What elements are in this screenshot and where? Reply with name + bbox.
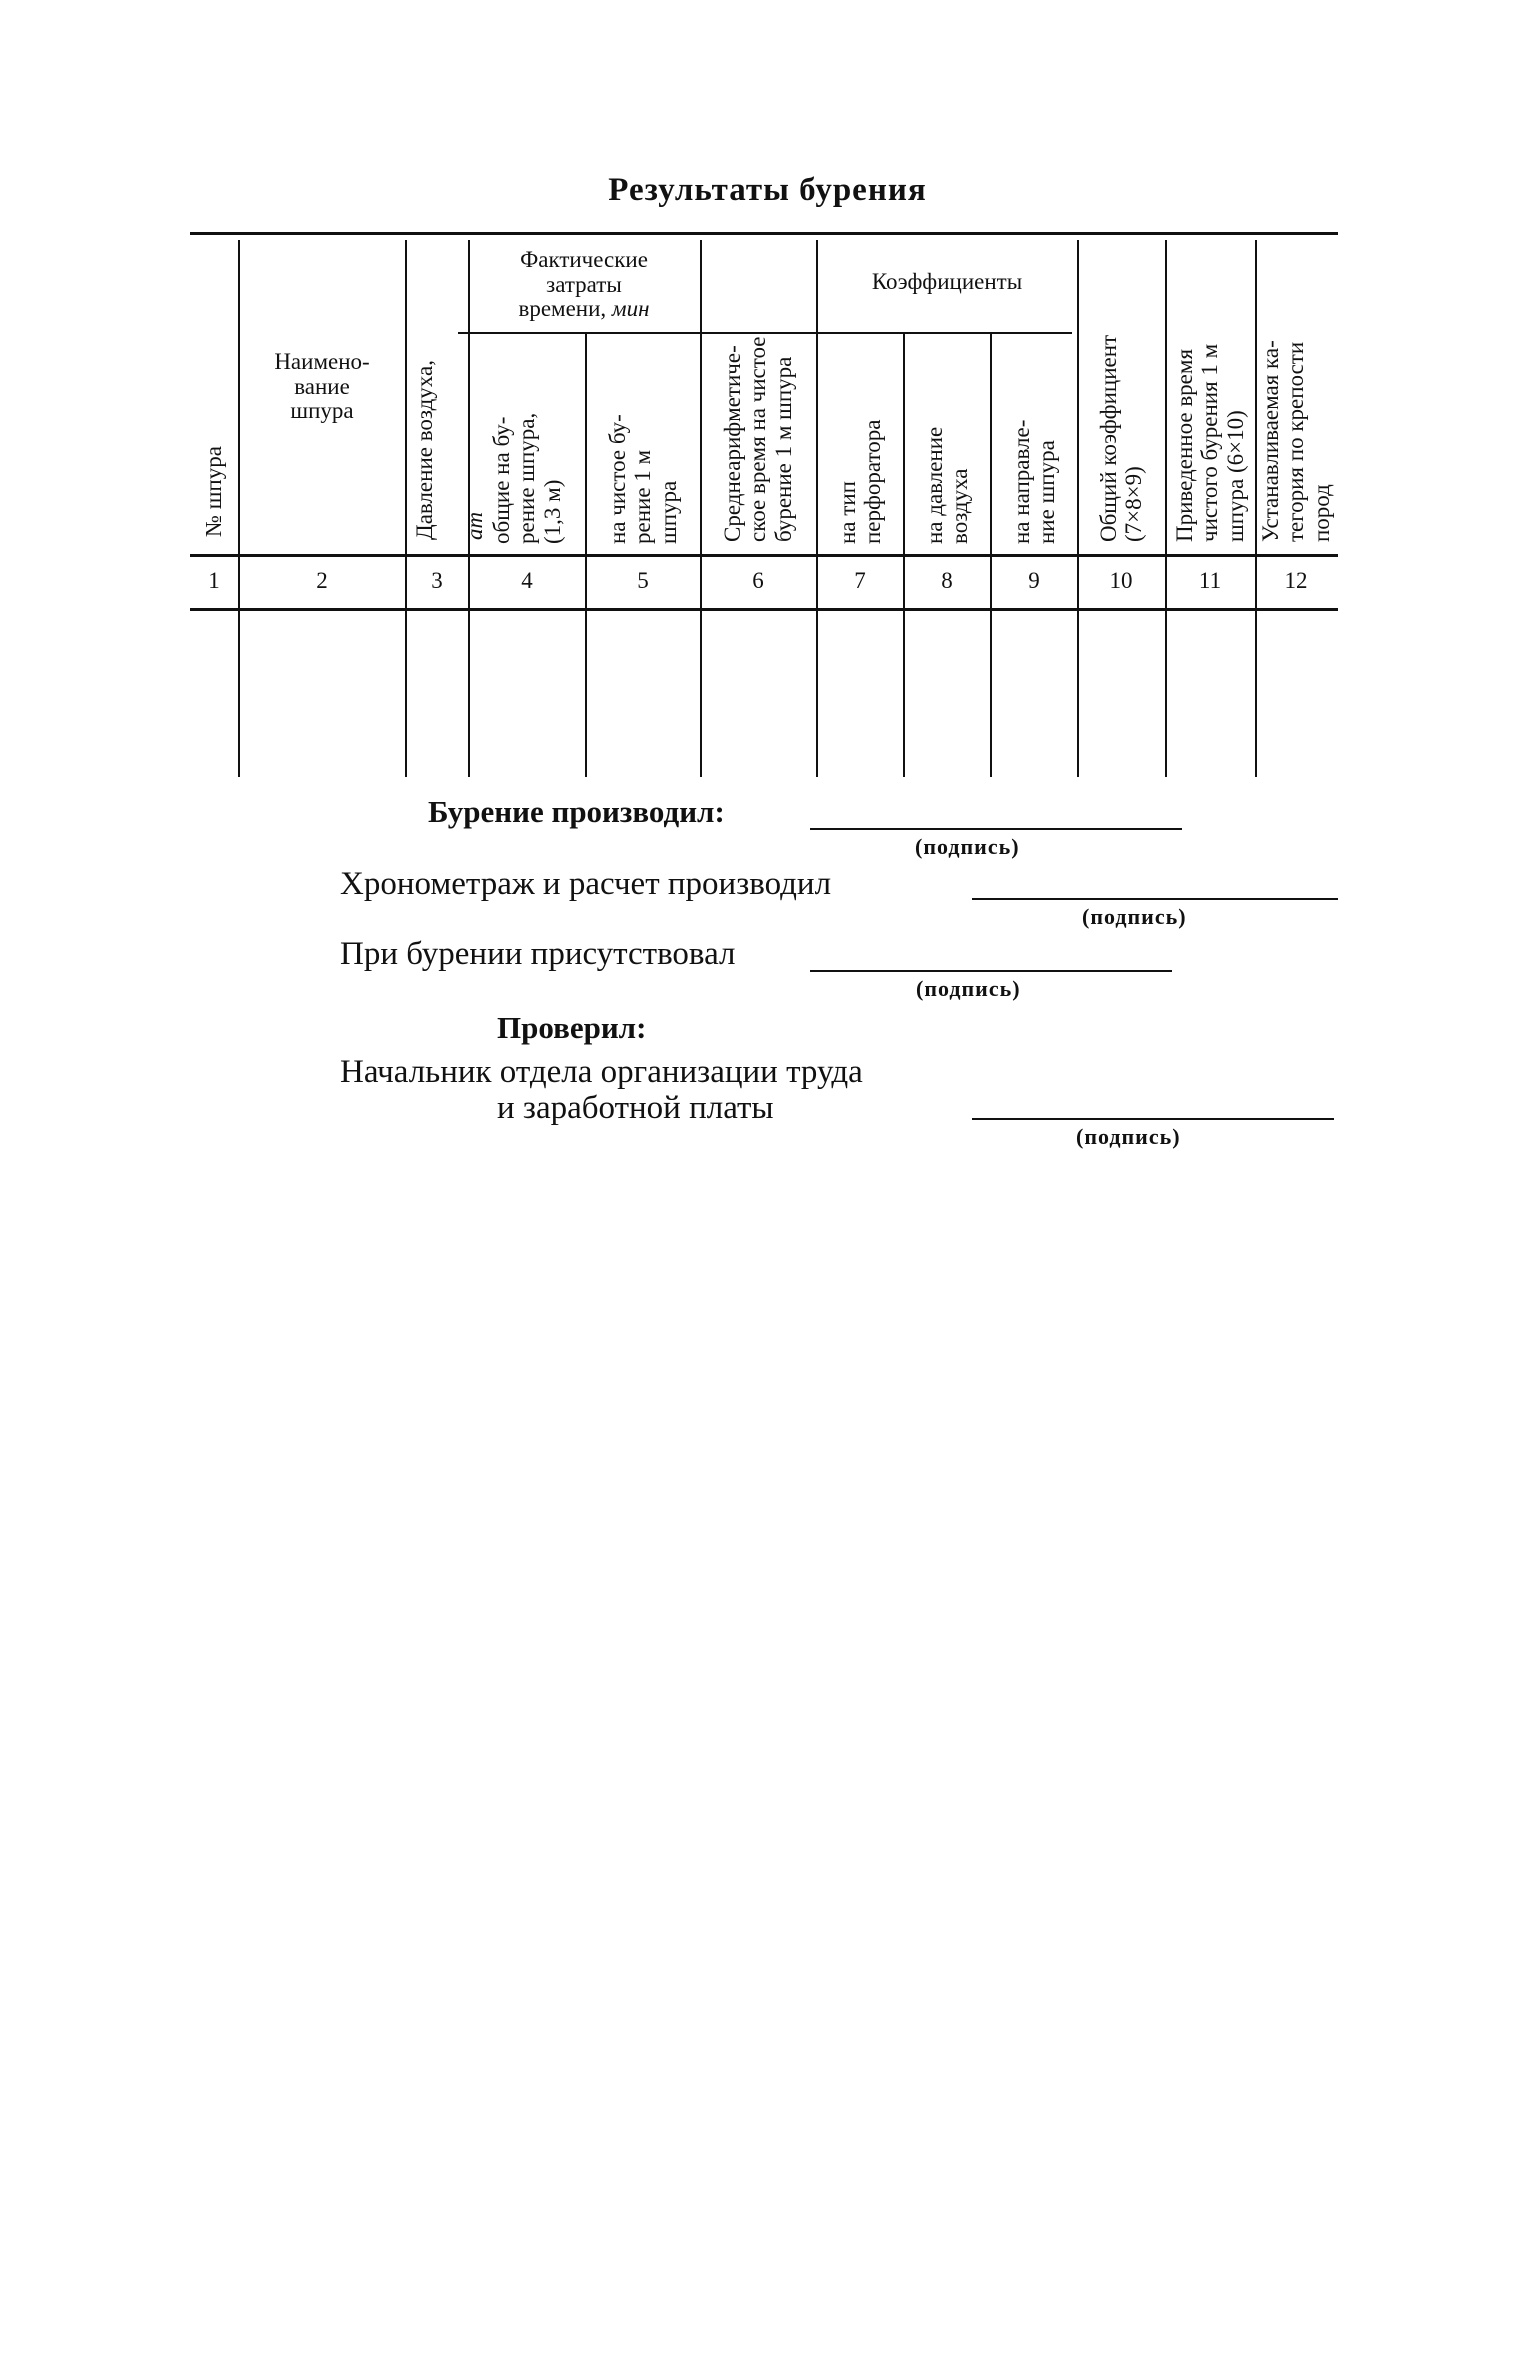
present-label: При бурении присутствовал [340,936,736,972]
col-number: 6 [752,568,764,593]
header-col-11-label: Приведенное время чистого бурения 1 м шпура (6×10) [1172,343,1248,542]
results-table [190,232,1338,777]
header-col-10-label: Общий коэффициент (7×8×9) [1095,334,1146,542]
header-col-3-label: Давление воздуха, [411,360,437,540]
header-col-9 [994,344,1074,544]
header-col-3-unit: ат [462,511,488,540]
header-col-12-label: Устанавливаемая ка- тегория по крепости пород [1258,340,1334,542]
timing-signature-caption: (подпись) [1082,904,1187,929]
header-col-1 [192,387,236,537]
col-number: 5 [637,568,649,593]
header-col-3 [407,240,488,540]
header-col-10 [1079,242,1163,542]
checked-label: Проверил: [497,1010,647,1045]
header-col-4-label: общие на бу- рение шпура, (1,3 м) [489,412,565,544]
page-title: Результаты бурения [608,172,927,208]
group-time-label: Фактические затраты времени, [518,246,648,322]
header-col-6 [703,242,813,542]
col-divider [700,240,702,777]
col-number: 4 [521,568,533,593]
header-col-7 [820,344,900,544]
header-col-5-label: на чистое бу- рение 1 м шпура [605,414,681,544]
col-number: 3 [431,568,443,593]
time-group-rule [458,332,884,334]
drilling-label: Бурение производил: [428,794,725,829]
col-number: 7 [854,568,866,593]
coef-group-rule [822,332,1072,334]
col-number: 12 [1284,568,1308,593]
header-col-8 [907,344,987,544]
header-col-1-label: № шпура [201,446,227,537]
col-number: 9 [1028,568,1040,593]
header-col-2-label: Наимено- вание шпура [274,348,370,424]
header-col-7-label: на тип перфоратора [834,419,885,544]
header-col-2 [240,312,404,462]
present-signature-caption: (подпись) [916,976,1021,1001]
header-col-4 [472,344,582,544]
group-coef-label: Коэффициенты [871,268,1023,294]
header-group-coefficients [818,252,1076,312]
col-number: 2 [316,568,328,593]
col-divider [990,332,992,777]
header-col-9-label: на направле- ние шпура [1008,419,1059,544]
head-title-line2: и заработной платы [497,1090,774,1126]
header-group-time [470,238,698,332]
head-signature-line [972,1118,1334,1120]
header-col-11 [1167,242,1253,542]
col-number: 8 [941,568,953,593]
present-signature-line [810,970,1172,972]
timing-label: Хронометраж и расчет производил [340,866,832,902]
col-divider [585,332,587,777]
col-number: 11 [1198,568,1222,593]
timing-signature-line [972,898,1338,900]
drilling-signature-line [810,828,1182,830]
col-number: 10 [1109,568,1133,593]
header-col-5 [588,344,698,544]
group-time-unit: мин [611,296,650,322]
header-col-6-label: Среднеарифметиче- ское время на чистое бурение 1 м шпура [720,336,796,542]
col-divider [903,332,905,777]
table-top-rule [190,232,1338,235]
head-title-line1: Начальник отдела организации труда [340,1054,863,1090]
col-number: 1 [208,568,220,593]
header-col-12 [1255,242,1337,542]
head-signature-caption: (подпись) [1076,1124,1181,1149]
drilling-signature-caption: (подпись) [915,834,1020,859]
header-col-8-label: на давление воздуха [921,426,972,544]
col-divider [816,240,818,777]
